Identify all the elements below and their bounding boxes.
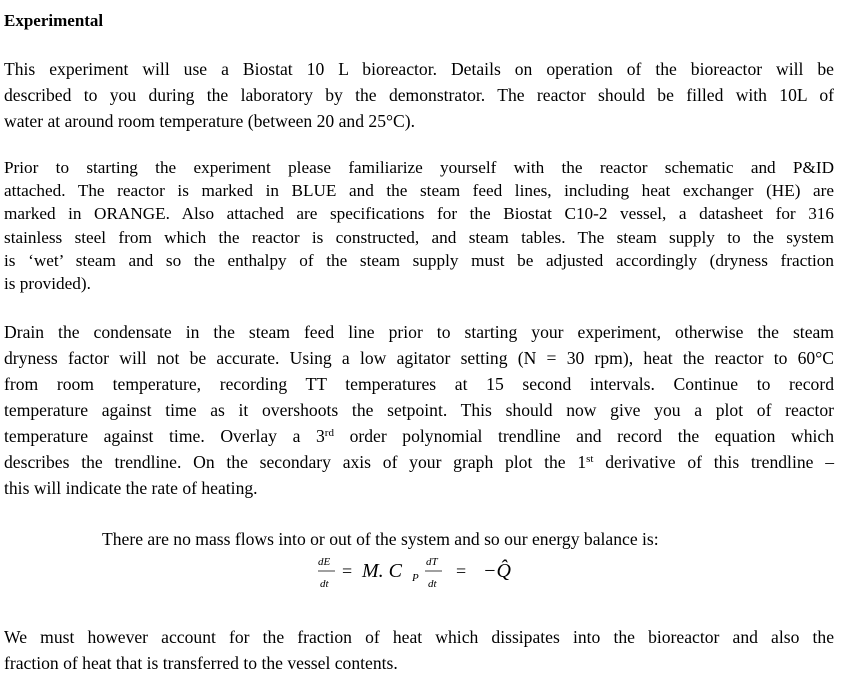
paragraph-line: Drain the condensate in the steam feed line prior to starting your experiment, otherwise the steam: [4, 322, 834, 342]
paragraph-line: stainless steel from which the reactor is constructed, and steam tables. The steam supply to the system: [4, 227, 834, 247]
paragraph-line: attached. The reactor is marked in BLUE and the steam feed lines, including heat exchanger (HE) are: [4, 181, 834, 201]
energy-balance-equation: [318, 553, 558, 593]
paragraph-line: described to you during the laboratory by the demonstrator. The reactor should be filled with 10L of: [4, 85, 834, 105]
paragraph-line: this will indicate the rate of heating.: [4, 478, 258, 498]
paragraph-line: We must however account for the fraction of heat which dissipates into the bioreactor and also the: [4, 627, 834, 647]
eq-mass: M. C: [362, 560, 402, 582]
paragraph-line: marked in ORANGE. Also attached are specifications for the Biostat C10-2 vessel, a datasheet for 316: [4, 204, 834, 224]
paragraph-line: dryness factor will not be accurate. Using a low agitator setting (N = 30 rpm), heat the reactor to 60°C: [4, 348, 834, 368]
paragraph-line: [4, 423, 834, 449]
paragraph-line: is ‘wet’ steam and so the enthalpy of the steam supply must be adjusted accordingly (dryness fraction: [4, 250, 834, 270]
eq-heat-rate: −Q̂: [483, 560, 511, 582]
eq-dT: dT: [426, 556, 438, 568]
section-heading: Experimental: [4, 11, 104, 30]
text-run: describes the trendline. On the secondary axis of your graph plot the 1: [4, 452, 587, 472]
eq-dt: dt: [428, 578, 437, 590]
paragraph-procedure: [4, 319, 834, 501]
paragraph-line: water at around room temperature (between 20 and 25°C).: [4, 111, 416, 131]
paragraph-bioreactor-setup: [4, 56, 834, 134]
paragraph-heat-fraction: [4, 624, 834, 676]
eq-cp-subscript: P: [412, 572, 419, 584]
paragraph-line: fraction of heat that is transferred to the vessel contents.: [4, 653, 398, 673]
text-run: temperature against time. Overlay a 3: [4, 426, 325, 446]
eq-dt: dt: [320, 578, 329, 590]
paragraph-line: from room temperature, recording TT temperatures at 15 second intervals. Continue to record: [4, 374, 834, 394]
superscript: st: [586, 453, 594, 465]
paragraph-line: temperature against time as it overshoots the setpoint. This should now give you a plot of reactor: [4, 400, 834, 420]
paragraph-line: [4, 449, 834, 475]
paragraph-line: Prior to starting the experiment please familiarize yourself with the reactor schematic and P&ID: [4, 158, 834, 177]
eq-equals: =: [456, 561, 467, 581]
energy-balance-intro: There are no mass flows into or out of the system and so our energy balance is:: [102, 529, 659, 549]
eq-dE: dE: [318, 556, 331, 568]
eq-equals: =: [342, 561, 353, 581]
paragraph-line: is provided).: [4, 274, 91, 294]
paragraph-line: This experiment will use a Biostat 10 L bioreactor. Details on operation of the bioreactor will be: [4, 59, 834, 79]
superscript: rd: [324, 427, 334, 439]
text-run: order polynomial trendline and record the equation which: [333, 426, 834, 446]
paragraph-schematic: [4, 156, 834, 295]
text-run: derivative of this trendline –: [593, 452, 834, 472]
